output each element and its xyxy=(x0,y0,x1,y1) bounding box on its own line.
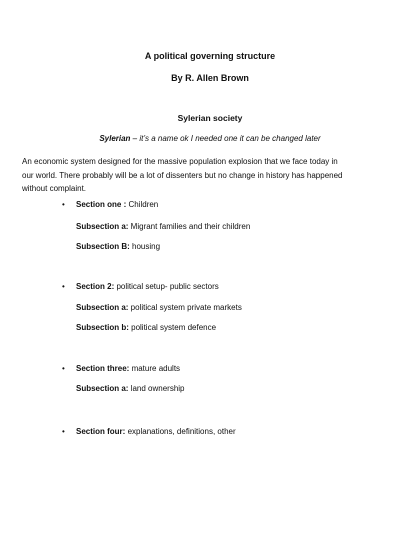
section-label: Section one : xyxy=(76,200,127,209)
subsection-item xyxy=(76,222,250,232)
subsection-item xyxy=(76,384,185,394)
subsection-item xyxy=(76,323,216,333)
subsection-text: Migrant families and their children xyxy=(128,222,251,231)
society-heading: Sylerian society xyxy=(177,113,243,123)
section-label: Section three: xyxy=(76,364,130,373)
document-title: A political governing structure xyxy=(144,51,276,61)
section-text: mature adults xyxy=(129,364,181,373)
bullet-icon: • xyxy=(62,282,65,291)
subsection-text: land ownership xyxy=(128,384,185,393)
section-label: Section four: xyxy=(76,427,126,436)
intro-paragraph xyxy=(22,155,382,196)
subsection-item xyxy=(76,303,242,313)
bullet-icon: • xyxy=(62,427,65,436)
intro-line: An economic system designed for the massive population explosion that we face today in xyxy=(22,157,338,166)
section-heading xyxy=(76,282,219,292)
section-text: Children xyxy=(126,200,159,209)
subsection-text: political system defence xyxy=(128,323,217,332)
society-note xyxy=(0,134,420,143)
document-author: By R. Allen Brown xyxy=(171,73,249,83)
subsection-label: Subsection a: xyxy=(76,303,129,312)
subsection-label: Subsection a: xyxy=(76,384,129,393)
section-heading xyxy=(76,200,158,210)
section-text: political setup- public sectors xyxy=(114,282,219,291)
bullet-icon: • xyxy=(62,200,65,209)
section-heading xyxy=(76,364,180,374)
subsection-item xyxy=(76,242,160,252)
subsection-label: Subsection b: xyxy=(76,323,129,332)
intro-line: our world. There probably will be a lot of dissenters but no change in history has happened xyxy=(22,170,343,180)
society-term: Sylerian xyxy=(99,134,131,143)
section-heading xyxy=(76,427,236,437)
subsection-text: political system private markets xyxy=(128,303,242,312)
subsection-text: housing xyxy=(129,242,161,251)
subsection-label: Subsection a: xyxy=(76,222,129,231)
section-text: explanations, definitions, other xyxy=(125,427,236,436)
society-note-text: – it’s a name ok I needed one it can be changed later xyxy=(130,134,321,143)
bullet-icon: • xyxy=(62,364,65,373)
intro-line: without complaint. xyxy=(22,184,87,193)
subsection-label: Subsection B: xyxy=(76,242,130,251)
section-label: Section 2: xyxy=(76,282,115,291)
